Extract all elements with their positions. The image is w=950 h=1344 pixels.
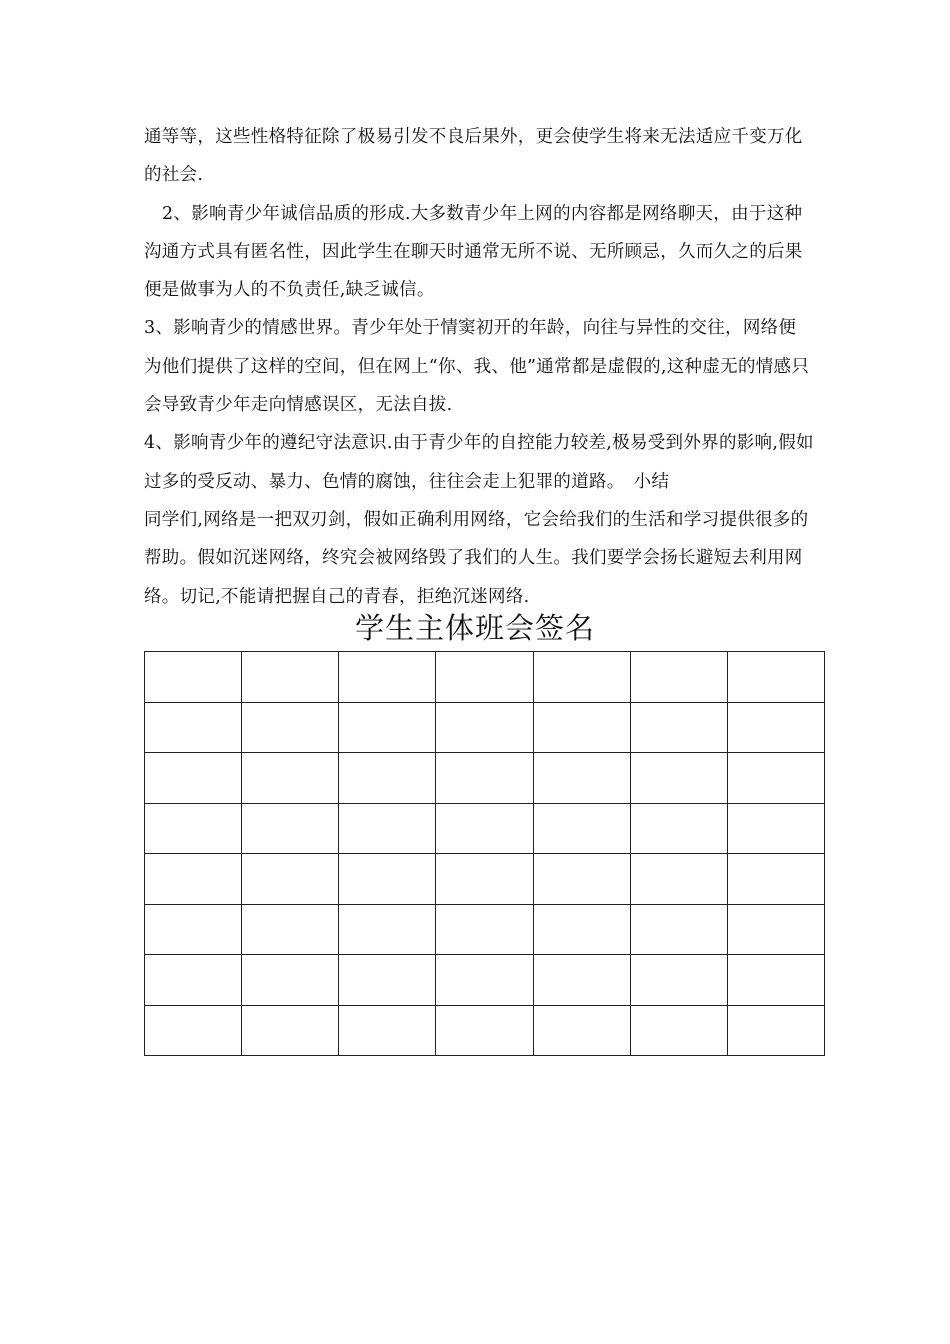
signature-cell [533,803,630,854]
signature-cell [727,854,824,905]
signature-cell [339,1005,436,1056]
signature-cell [145,904,242,955]
signature-cell [533,652,630,703]
paragraph: 通等等，这些性格特征除了极易引发不良后果外，更会使学生将来无法适应千变万化的社会. [144,127,803,186]
signature-cell [436,803,533,854]
signature-cell [145,702,242,753]
signature-cell [630,955,727,1006]
signature-cell [145,1005,242,1056]
signature-cell [727,803,824,854]
table-row [145,1005,825,1056]
table-row [145,955,825,1006]
signature-cell [630,904,727,955]
signature-cell [339,904,436,955]
signature-cell [533,904,630,955]
paragraph: 3、影响青少的情感世界。青少年处于情窦初开的年龄，向往与异性的交往，网络便为他们提供了这样的空间，但在网上“你、我、他”通常都是虚假的,这种虚无的情感只会导致青少年走向情感误区，无法自拔. [144,318,810,416]
signature-cell [145,955,242,1006]
signature-cell [436,702,533,753]
signature-cell [242,753,339,804]
signature-cell [242,652,339,703]
signature-cell [145,753,242,804]
signature-cell [436,904,533,955]
signature-cell [533,955,630,1006]
signature-cell [436,955,533,1006]
table-row [145,702,825,753]
signature-cell [727,753,824,804]
signature-cell [436,652,533,703]
signature-cell [339,753,436,804]
signature-table [144,651,825,1056]
signature-cell [727,1005,824,1056]
signature-cell [339,955,436,1006]
table-row [145,803,825,854]
signature-cell [339,854,436,905]
signature-cell [727,904,824,955]
signature-cell [339,702,436,753]
paragraph: 4、影响青少年的遵纪守法意识.由于青少年的自控能力较差,极易受到外界的影响,假如过多的受反动、暴力、色情的腐蚀，往往会走上犯罪的道路。 小结 [144,433,814,492]
signature-cell [727,652,824,703]
signature-cell [242,702,339,753]
signature-cell [630,753,727,804]
table-row [145,652,825,703]
table-row [145,904,825,955]
signature-cell [436,1005,533,1056]
signature-cell [242,803,339,854]
signature-cell [436,753,533,804]
table-row [145,753,825,804]
signature-cell [242,955,339,1006]
signature-cell [630,1005,727,1056]
signature-cell [339,652,436,703]
signature-cell [339,803,436,854]
signature-cell [242,1005,339,1056]
signature-cell [145,854,242,905]
signature-cell [630,702,727,753]
signature-cell [630,803,727,854]
signature-cell [630,854,727,905]
signature-cell [630,652,727,703]
signature-cell [533,854,630,905]
paragraph: 2、影响青少年诚信品质的形成.大多数青少年上网的内容都是网络聊天，由于这种沟通方式具有匿名性，因此学生在聊天时通常无所不说、无所顾忌，久而久之的后果便是做事为人的不负责任,缺乏诚信。 [144,203,803,301]
signature-table-body [145,652,825,1056]
signature-cell [727,702,824,753]
body-text [144,118,814,616]
signature-cell [145,803,242,854]
signature-cell [533,753,630,804]
signature-cell [533,702,630,753]
signature-cell [727,955,824,1006]
paragraph: 同学们,网络是一把双刃剑，假如正确利用网络，它会给我们的生活和学习提供很多的帮助。假如沉迷网络，终究会被网络毁了我们的人生。我们要学会扬长避短去利用网络。切记,不能请把握自己的青春，拒绝沉迷网络. [144,509,809,607]
signature-cell [436,854,533,905]
signature-cell [533,1005,630,1056]
table-row [145,854,825,905]
table-title: 学生主体班会签名 [354,611,595,645]
signature-cell [242,904,339,955]
signature-cell [145,652,242,703]
signature-cell [242,854,339,905]
